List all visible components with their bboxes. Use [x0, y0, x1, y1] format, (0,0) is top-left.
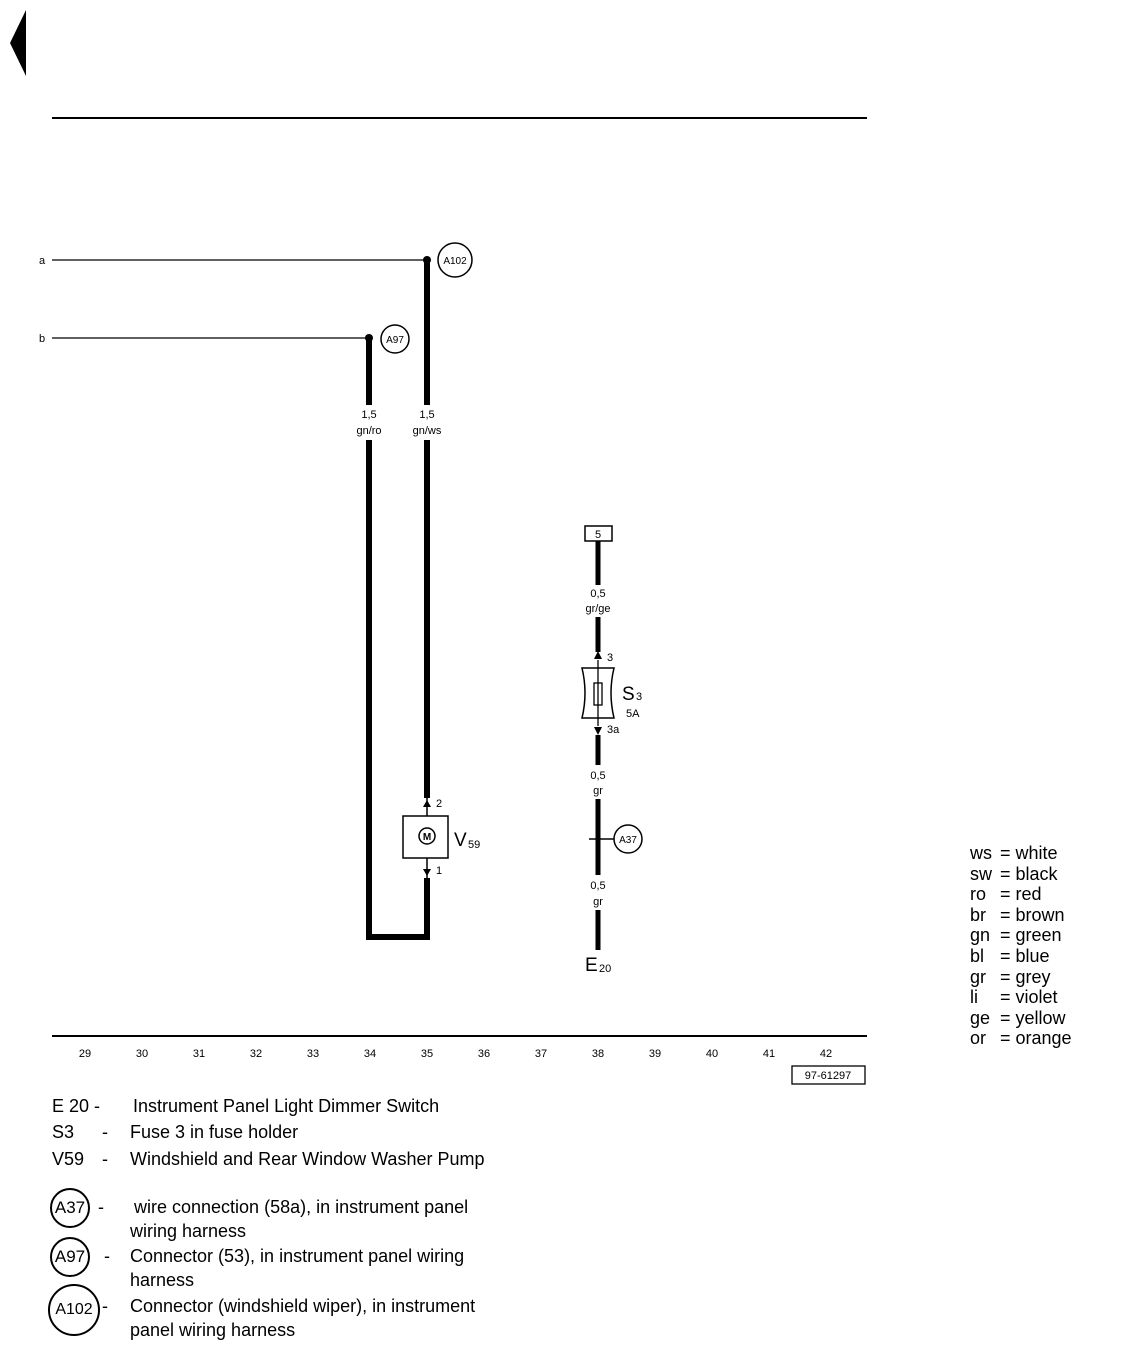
- wire-a-label: a: [39, 255, 46, 267]
- color-abbr: ws: [970, 843, 992, 863]
- connector-a102-label: A102: [443, 256, 467, 267]
- legend-a97-circle: A97: [50, 1237, 90, 1277]
- wire-38-mid-size: 0,5: [590, 770, 606, 782]
- grid-number-32: 32: [249, 1048, 263, 1060]
- motor-pin-2-arrowhead: [423, 800, 431, 807]
- legend-a37-circle: A37: [50, 1188, 90, 1228]
- fuse-pin-3a: 3a: [607, 724, 620, 736]
- wire-b-label: b: [39, 333, 46, 345]
- legend-desc-line1: Connector (windshield wiper), in instrument: [130, 1296, 476, 1316]
- wire-38-top-size: 0,5: [590, 588, 606, 600]
- grid-number-38: 38: [591, 1048, 605, 1060]
- grid-number-35: 35: [420, 1048, 434, 1060]
- legend-code: V59: [52, 1149, 85, 1169]
- legend-desc-line2: harness: [130, 1270, 195, 1290]
- color-abbr: sw: [970, 863, 992, 884]
- grid-number-31: 31: [192, 1048, 206, 1060]
- legend-dash: -: [98, 1197, 104, 1217]
- color-name: = grey: [1000, 966, 1051, 987]
- color-abbr: br: [970, 904, 987, 925]
- wire-38-bot-size: 0,5: [590, 880, 606, 892]
- grid-numbers: [79, 1048, 832, 1060]
- color-name: = brown: [1000, 904, 1065, 925]
- fuse-rating: 5A: [626, 708, 640, 720]
- grid-number-34: 34: [363, 1048, 377, 1060]
- legend-code: S3: [52, 1122, 75, 1142]
- triangle-left-icon[interactable]: [10, 10, 26, 76]
- color-abbr: ro: [970, 884, 987, 905]
- figure-id: 97-61297: [804, 1070, 852, 1082]
- fuse-pin-3: 3: [607, 652, 614, 664]
- color-name: = orange: [1000, 1028, 1072, 1049]
- color-abbr: ge: [970, 1007, 991, 1028]
- wire-34-lower: [369, 440, 427, 937]
- motor-pin-1-arrowhead: [423, 869, 431, 876]
- color-abbr: or: [970, 1028, 987, 1049]
- legend-dash: -: [102, 1149, 108, 1169]
- legend-desc: Instrument Panel Light Dimmer Switch: [133, 1096, 440, 1116]
- legend-desc: Windshield and Rear Window Washer Pump: [130, 1149, 485, 1169]
- legend-desc-line1: wire connection (58a), in instrument panel: [134, 1197, 469, 1217]
- legend-dash: -: [102, 1296, 108, 1316]
- grid-number-37: 37: [534, 1048, 548, 1060]
- grid-number-39: 39: [648, 1048, 662, 1060]
- grid-number-40: 40: [705, 1048, 719, 1060]
- wire-34-color: gn/ro: [356, 425, 382, 437]
- wire-34-size: 1,5: [361, 409, 377, 421]
- color-name: = violet: [1000, 987, 1058, 1008]
- motor-symbol: M: [422, 832, 432, 843]
- grid-number-36: 36: [477, 1048, 491, 1060]
- switch-code: E: [585, 955, 598, 976]
- color-name: = white: [1000, 843, 1058, 863]
- color-abbr: bl: [970, 945, 985, 966]
- switch-code-sub: 20: [599, 963, 612, 975]
- legend-desc-line2: panel wiring harness: [130, 1320, 296, 1340]
- grid-number-33: 33: [306, 1048, 320, 1060]
- motor-code-sub: 59: [468, 839, 481, 851]
- connector-a37-label: A37: [619, 835, 637, 846]
- motor-pin-1: 1: [436, 865, 443, 877]
- wire-38-bot-color: gr: [593, 896, 603, 908]
- legend-dash: -: [102, 1122, 108, 1142]
- wire-35-color: gn/ws: [412, 425, 442, 437]
- color-abbr: gr: [970, 966, 987, 987]
- motor-code: V: [454, 830, 467, 851]
- connector-a97-label: A97: [386, 335, 404, 346]
- legend-desc-line2: wiring harness: [130, 1221, 247, 1241]
- wire-38-top-color: gr/ge: [585, 603, 611, 615]
- color-abbr: li: [970, 987, 978, 1008]
- fuse-pin-3a-arrowhead: [594, 727, 602, 735]
- fuse-code-sub: 3: [636, 691, 643, 703]
- legend-desc: Fuse 3 in fuse holder: [130, 1122, 299, 1142]
- wire-35-size: 1,5: [419, 409, 435, 421]
- grid-number-30: 30: [135, 1048, 149, 1060]
- color-name: = green: [1000, 925, 1062, 946]
- fuse-pin-3-arrowhead: [594, 651, 602, 659]
- legend-code: E 20 -: [52, 1096, 101, 1116]
- motor-pin-2: 2: [436, 798, 443, 810]
- legend-dash: -: [104, 1246, 110, 1266]
- fuse-box-5-label: 5: [594, 529, 602, 541]
- fuse-code: S: [622, 684, 635, 705]
- wire-38-mid-color: gr: [593, 785, 603, 797]
- grid-number-42: 42: [819, 1048, 833, 1060]
- color-name: = yellow: [1000, 1007, 1066, 1028]
- color-name: = black: [1000, 863, 1058, 884]
- color-name: = red: [1000, 884, 1042, 905]
- color-name: = blue: [1000, 945, 1050, 966]
- grid-number-29: 29: [78, 1048, 92, 1060]
- grid-number-41: 41: [762, 1048, 776, 1060]
- color-abbr: gn: [970, 925, 991, 946]
- legend-a102-circle: A102: [48, 1284, 100, 1336]
- legend-desc-line1: Connector (53), in instrument panel wiring: [130, 1246, 465, 1266]
